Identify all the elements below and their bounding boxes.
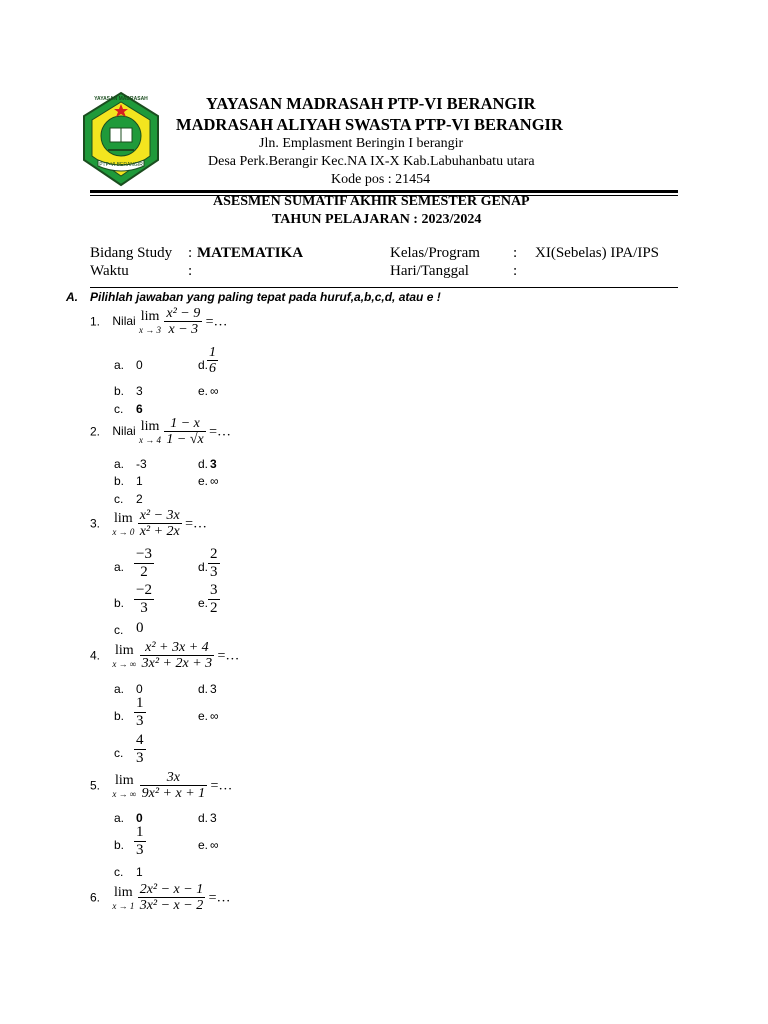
option-label-b: b. (114, 384, 125, 398)
option-label-a: a. (114, 457, 125, 471)
question-number: 5. (90, 778, 101, 793)
subject-label: Bidang Study (90, 245, 173, 261)
limit-operator: lim x → 0 (112, 510, 135, 537)
question-1 (90, 306, 228, 338)
option-c-value: 2 (136, 492, 143, 506)
option-label-c: c. (114, 865, 124, 879)
question-number: 3. (90, 516, 101, 531)
foundation-name: YAYASAN MADRASAH PTP-VI BERANGIR (206, 94, 536, 113)
option-e-value: ∞ (210, 474, 219, 488)
option-c-fraction: $\frac{4}{3}$ (136, 732, 144, 766)
option-e-value: ∞ (210, 709, 219, 723)
time-label: Waktu (90, 263, 129, 279)
option-label-b: b. (114, 838, 125, 852)
fraction: $\frac{\text{x² − 3x}}{\text{x² + 2x}}$ (139, 508, 180, 540)
limit-operator: lim x → 3 (139, 308, 162, 335)
address-line-2: Desa Perk.Berangir Kec.NA IX-X Kab.Labuhanbatu utara (208, 154, 535, 169)
option-d-fraction: $\frac{1}{6}$ (209, 345, 216, 377)
question-number: 1. (90, 314, 101, 329)
question-number: 4. (90, 648, 101, 663)
class-value: XI(Sebelas) IPA/IPS (535, 245, 660, 261)
class-label: Kelas/Program (390, 245, 480, 261)
option-d-fraction: $\frac{2}{3}$ (210, 546, 218, 580)
option-b-fraction: $\frac{-2}{3}$ (136, 582, 152, 616)
address-line-1: Jln. Emplasment Beringin I berangir (259, 136, 464, 151)
fraction: $\frac{\text{x² − 9}}{x - 3}$ (166, 306, 201, 338)
question-3 (90, 508, 207, 540)
option-label-c: c. (114, 623, 124, 637)
option-b-value: 3 (136, 384, 143, 398)
fraction: $\frac{3x}{\text{9x² + x + 1}}$ (141, 770, 206, 802)
logo-top-text: YAYASAN MADRASAH (94, 96, 148, 102)
option-e-value: ∞ (210, 838, 219, 852)
question-number: 6. (90, 890, 101, 905)
subject-separator: : (188, 245, 193, 261)
equals-ellipsis: =… (205, 314, 228, 330)
limit-operator: lim x → ∞ (112, 642, 137, 669)
option-a-value: 0 (136, 682, 143, 696)
day-separator: : (513, 263, 518, 279)
option-label-e: e. (198, 596, 209, 610)
question-prefix: Nilai (112, 424, 136, 439)
equals-ellipsis: =… (209, 424, 231, 440)
option-label-b: b. (114, 596, 125, 610)
exam-year: TAHUN PELAJARAN : 2023/2024 (272, 212, 482, 227)
option-label-c: c. (114, 402, 124, 416)
fraction: $\frac{\text{x² + 3x + 4}}{\text{3x² + 2x + 3}}$ (141, 640, 213, 672)
option-label-e: e. (198, 709, 209, 723)
exam-title: ASESMEN SUMATIF AKHIR SEMESTER GENAP (213, 194, 530, 209)
section-letter: A. (66, 290, 78, 304)
option-d-value: 3 (210, 682, 217, 696)
question-2 (90, 416, 231, 448)
question-4 (90, 640, 239, 672)
option-b-fraction: $\frac{1}{3}$ (136, 695, 144, 729)
option-c-value: 0 (136, 620, 144, 636)
class-separator: : (513, 245, 518, 261)
option-c-value: 6 (136, 402, 143, 416)
option-label-e: e. (198, 474, 209, 488)
equals-ellipsis: =… (208, 890, 231, 906)
fraction: $\frac{1 - x}{1 - √x}$ (166, 416, 204, 448)
postal-code: Kode pos : 21454 (331, 172, 431, 187)
option-label-d: d. (198, 811, 209, 825)
option-label-c: c. (114, 492, 124, 506)
info-divider (90, 287, 678, 288)
equals-ellipsis: =… (210, 778, 233, 794)
time-separator: : (188, 263, 193, 279)
option-a-fraction: $\frac{-3}{2}$ (136, 546, 152, 580)
option-label-e: e. (198, 838, 209, 852)
option-label-d: d. (198, 457, 209, 471)
subject-value: MATEMATIKA (197, 245, 304, 261)
limit-operator: lim x → 1 (112, 884, 135, 911)
logo-ribbon-text: PTP-VI BERANGIR (99, 162, 143, 168)
option-a-value: -3 (136, 457, 147, 471)
option-a-value: 0 (136, 811, 143, 825)
option-b-value: 1 (136, 474, 143, 488)
school-logo (80, 90, 162, 190)
equals-ellipsis: =… (217, 648, 240, 664)
option-e-value: ∞ (210, 384, 219, 398)
question-number: 2. (90, 424, 101, 439)
option-label-b: b. (114, 474, 125, 488)
question-5 (90, 770, 232, 802)
option-label-a: a. (114, 560, 125, 574)
option-d-value: 3 (210, 811, 217, 825)
limit-operator: lim x → 4 (139, 418, 162, 445)
option-label-d: d. (198, 358, 209, 372)
question-6 (90, 882, 230, 914)
option-label-c: c. (114, 746, 124, 760)
option-label-d: d. (198, 560, 209, 574)
option-a-value: 0 (136, 358, 143, 372)
day-label: Hari/Tanggal (390, 263, 469, 279)
option-b-fraction: $\frac{1}{3}$ (136, 824, 144, 858)
option-label-d: d. (198, 682, 209, 696)
limit-operator: lim x → ∞ (112, 772, 137, 799)
option-label-a: a. (114, 358, 125, 372)
question-prefix: Nilai (112, 314, 136, 329)
equals-ellipsis: =… (185, 516, 208, 532)
section-instruction: Pilihlah jawaban yang paling tepat pada huruf,a,b,c,d, atau e ! (90, 290, 441, 304)
option-c-value: 1 (136, 865, 143, 879)
option-label-a: a. (114, 811, 125, 825)
option-d-value: 3 (210, 457, 217, 471)
option-label-e: e. (198, 384, 209, 398)
fraction: $\frac{\text{2x² − x − 1}}{\text{3x² − x − 2}}$ (139, 882, 204, 914)
option-label-a: a. (114, 682, 125, 696)
school-name: MADRASAH ALIYAH SWASTA PTP-VI BERANGIR (176, 115, 563, 134)
option-e-fraction: $\frac{3}{2}$ (210, 582, 218, 616)
option-label-b: b. (114, 709, 125, 723)
header-divider-thick (90, 190, 678, 193)
